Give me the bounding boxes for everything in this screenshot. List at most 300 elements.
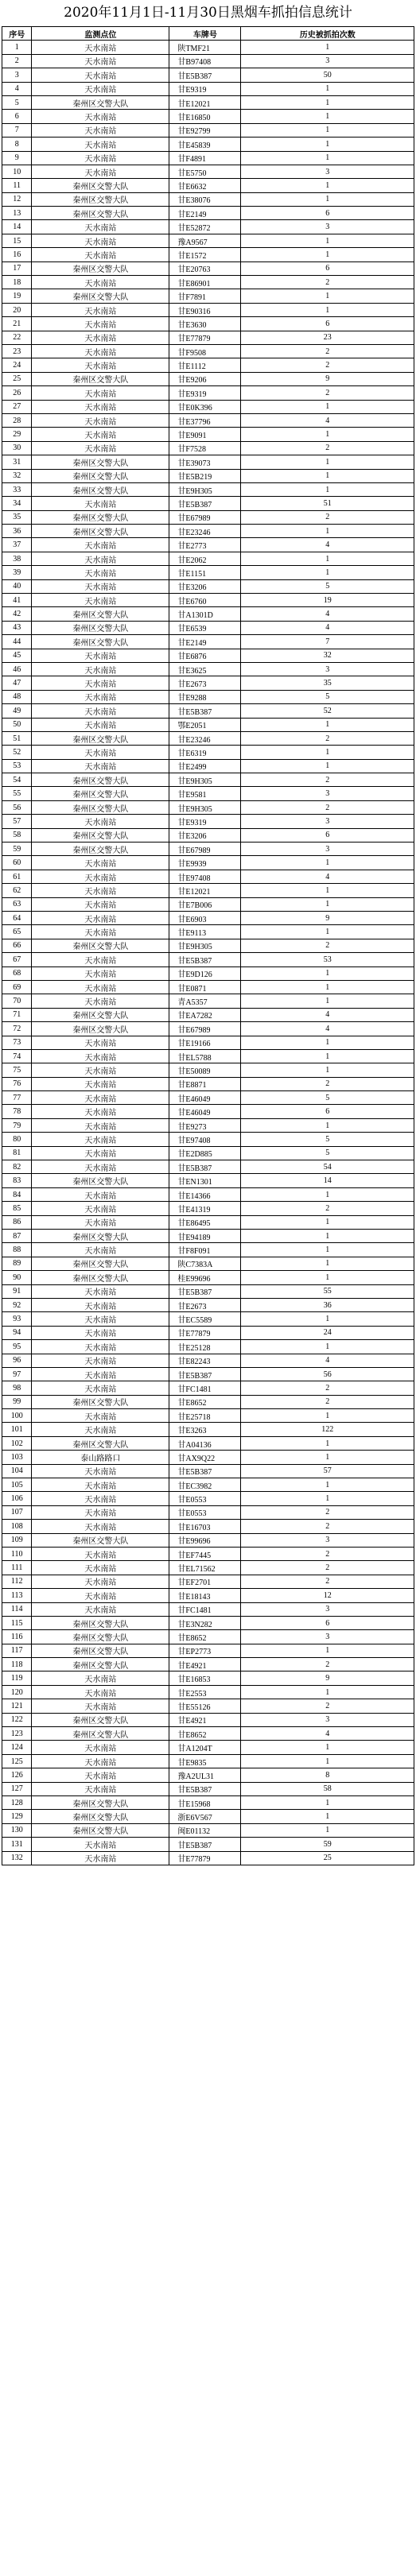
row-index: 81 [2, 1146, 32, 1160]
table-row [2, 787, 414, 800]
row-count: 6 [241, 317, 414, 331]
row-count: 1 [241, 400, 414, 413]
row-count: 1 [241, 897, 414, 911]
row-plate: 甘E6319 [169, 746, 241, 759]
row-count: 3 [241, 220, 414, 234]
row-location: 天水南站 [32, 1699, 169, 1713]
row-plate: 甘E0553 [169, 1492, 241, 1505]
row-count: 1 [241, 1741, 414, 1754]
row-index: 121 [2, 1699, 32, 1713]
row-count: 1 [241, 884, 414, 897]
row-index: 114 [2, 1602, 32, 1616]
row-plate: 甘E77879 [169, 1851, 241, 1865]
row-plate: 甘E5B387 [169, 1782, 241, 1795]
row-count: 3 [241, 1602, 414, 1616]
row-count: 24 [241, 1326, 414, 1339]
row-count: 32 [241, 649, 414, 662]
row-count: 1 [241, 1257, 414, 1270]
row-location: 秦州区交警大队 [32, 731, 169, 745]
row-plate: 甘EA7282 [169, 1008, 241, 1021]
row-location: 天水南站 [32, 579, 169, 593]
row-location: 天水南站 [32, 138, 169, 151]
row-index: 9 [2, 151, 32, 165]
row-index: 22 [2, 331, 32, 344]
row-index: 45 [2, 649, 32, 662]
row-index: 84 [2, 1187, 32, 1201]
table-row [2, 1354, 414, 1367]
row-plate: 甘EP2773 [169, 1644, 241, 1657]
row-count: 3 [241, 1713, 414, 1726]
row-location: 天水南站 [32, 1492, 169, 1505]
row-plate: 甘E9H305 [169, 800, 241, 814]
row-count: 1 [241, 179, 414, 192]
row-count: 1 [241, 1340, 414, 1354]
row-index: 116 [2, 1630, 32, 1644]
row-location: 天水南站 [32, 538, 169, 552]
row-location: 秦州区交警大队 [32, 455, 169, 469]
row-count: 1 [241, 856, 414, 870]
table-row [2, 1838, 414, 1851]
row-count: 3 [241, 815, 414, 828]
row-index: 77 [2, 1091, 32, 1105]
row-index: 18 [2, 276, 32, 289]
row-index: 117 [2, 1644, 32, 1657]
row-index: 128 [2, 1796, 32, 1810]
row-location: 天水南站 [32, 1602, 169, 1616]
row-plate: 甘E77879 [169, 1326, 241, 1339]
row-count: 53 [241, 953, 414, 966]
row-count: 4 [241, 1354, 414, 1367]
table-row [2, 441, 414, 455]
row-plate: 豫A2UL31 [169, 1768, 241, 1782]
row-count: 1 [241, 994, 414, 1008]
row-count: 5 [241, 1146, 414, 1160]
row-count: 1 [241, 759, 414, 773]
table-row [2, 1658, 414, 1671]
row-index: 113 [2, 1589, 32, 1602]
row-plate: 甘E55126 [169, 1699, 241, 1713]
row-location: 天水南站 [32, 1340, 169, 1354]
row-index: 43 [2, 621, 32, 634]
row-plate: 甘E8652 [169, 1727, 241, 1741]
table-row [2, 1741, 414, 1754]
row-plate: 甘E15968 [169, 1796, 241, 1810]
row-location: 秦州区交警大队 [32, 1533, 169, 1547]
row-location: 天水南站 [32, 123, 169, 137]
table-row [2, 856, 414, 870]
row-location: 天水南站 [32, 428, 169, 441]
row-plate: 甘FC1481 [169, 1602, 241, 1616]
table-row [2, 552, 414, 565]
table-row [2, 1492, 414, 1505]
row-index: 17 [2, 261, 32, 275]
table-row [2, 870, 414, 883]
row-index: 36 [2, 525, 32, 538]
row-plate: 甘E2149 [169, 635, 241, 649]
row-count: 1 [241, 552, 414, 565]
row-count: 1 [241, 1118, 414, 1132]
row-plate: 甘E92799 [169, 123, 241, 137]
row-index: 67 [2, 953, 32, 966]
row-plate: 甘E41319 [169, 1202, 241, 1215]
row-index: 99 [2, 1395, 32, 1408]
row-location: 天水南站 [32, 953, 169, 966]
row-location: 秦州区交警大队 [32, 510, 169, 524]
row-location: 秦州区交警大队 [32, 787, 169, 800]
row-location: 秦州区交警大队 [32, 800, 169, 814]
row-count: 56 [241, 1367, 414, 1381]
table-row [2, 1589, 414, 1602]
table-row [2, 925, 414, 939]
table-row [2, 400, 414, 413]
row-location: 天水南站 [32, 690, 169, 703]
row-plate: 甘E4921 [169, 1658, 241, 1671]
row-index: 80 [2, 1133, 32, 1146]
row-count: 1 [241, 1215, 414, 1229]
row-location: 天水南站 [32, 1768, 169, 1782]
row-index: 59 [2, 843, 32, 856]
row-plate: 甘E9H305 [169, 939, 241, 952]
table-row [2, 248, 414, 261]
row-plate: 甘E46049 [169, 1091, 241, 1105]
row-plate: 甘F9508 [169, 344, 241, 358]
row-location: 天水南站 [32, 41, 169, 54]
row-count: 4 [241, 1727, 414, 1741]
row-count: 2 [241, 276, 414, 289]
row-count: 1 [241, 455, 414, 469]
row-count: 9 [241, 372, 414, 385]
row-plate: 甘E9113 [169, 925, 241, 939]
row-index: 100 [2, 1409, 32, 1423]
table-row [2, 704, 414, 718]
table-row [2, 994, 414, 1008]
row-plate: 甘E1151 [169, 566, 241, 579]
row-location: 天水南站 [32, 566, 169, 579]
row-location: 天水南站 [32, 1367, 169, 1381]
table-row [2, 1215, 414, 1229]
row-location: 秦州区交警大队 [32, 469, 169, 482]
row-count: 55 [241, 1284, 414, 1298]
row-location: 天水南站 [32, 110, 169, 123]
table-row [2, 566, 414, 579]
row-count: 2 [241, 510, 414, 524]
table-row [2, 594, 414, 607]
table-row [2, 538, 414, 552]
row-count: 25 [241, 1851, 414, 1865]
row-count: 1 [241, 1312, 414, 1326]
table-row [2, 1782, 414, 1795]
row-index: 21 [2, 317, 32, 331]
row-count: 1 [241, 41, 414, 54]
row-plate: 甘E3263 [169, 1423, 241, 1436]
row-count: 1 [241, 1229, 414, 1242]
row-location: 秦州区交警大队 [32, 773, 169, 787]
row-plate: 陕C7383A [169, 1257, 241, 1270]
row-index: 98 [2, 1381, 32, 1395]
table-row [2, 123, 414, 137]
row-location: 天水南站 [32, 649, 169, 662]
row-count: 1 [241, 1271, 414, 1284]
row-location: 天水南站 [32, 151, 169, 165]
row-count: 4 [241, 870, 414, 883]
row-count: 2 [241, 358, 414, 372]
row-count: 1 [241, 1796, 414, 1810]
row-plate: 甘F4891 [169, 151, 241, 165]
row-index: 39 [2, 566, 32, 579]
row-plate: 甘A04136 [169, 1436, 241, 1450]
table-row [2, 1754, 414, 1768]
row-plate: 甘AX9Q22 [169, 1451, 241, 1464]
row-location: 天水南站 [32, 344, 169, 358]
row-index: 89 [2, 1257, 32, 1270]
row-plate: 甘E14366 [169, 1187, 241, 1201]
row-location: 天水南站 [32, 1782, 169, 1795]
row-location: 天水南站 [32, 994, 169, 1008]
row-count: 6 [241, 1105, 414, 1118]
row-index: 58 [2, 828, 32, 842]
table-row [2, 95, 414, 109]
row-location: 天水南站 [32, 1685, 169, 1699]
row-index: 103 [2, 1451, 32, 1464]
row-index: 51 [2, 731, 32, 745]
row-plate: 甘E12021 [169, 884, 241, 897]
row-index: 34 [2, 497, 32, 510]
table-row [2, 1257, 414, 1270]
table-row [2, 1105, 414, 1118]
row-index: 19 [2, 289, 32, 303]
row-index: 83 [2, 1174, 32, 1187]
row-count: 35 [241, 676, 414, 690]
row-location: 秦州区交警大队 [32, 1823, 169, 1837]
row-location: 天水南站 [32, 897, 169, 911]
row-location: 天水南站 [32, 718, 169, 731]
row-location: 秦州区交警大队 [32, 289, 169, 303]
table-row [2, 510, 414, 524]
row-plate: 甘EC5589 [169, 1312, 241, 1326]
row-index: 118 [2, 1658, 32, 1671]
row-location: 天水南站 [32, 220, 169, 234]
row-count: 4 [241, 413, 414, 427]
row-index: 104 [2, 1464, 32, 1478]
table-row [2, 1077, 414, 1090]
table-row [2, 1630, 414, 1644]
row-index: 8 [2, 138, 32, 151]
row-location: 天水南站 [32, 1547, 169, 1560]
row-index: 53 [2, 759, 32, 773]
table-row [2, 289, 414, 303]
table-row [2, 1768, 414, 1782]
row-plate: 甘E6876 [169, 649, 241, 662]
table-row [2, 1036, 414, 1049]
table-row [2, 138, 414, 151]
row-count: 1 [241, 110, 414, 123]
table-row [2, 1160, 414, 1174]
row-location: 秦州区交警大队 [32, 635, 169, 649]
row-count: 5 [241, 579, 414, 593]
row-count: 1 [241, 1823, 414, 1837]
page-title: 2020年11月1日-11月30日黑烟车抓拍信息统计 [64, 5, 352, 21]
row-index: 48 [2, 690, 32, 703]
table-row [2, 718, 414, 731]
table-row [2, 1436, 414, 1450]
row-count: 8 [241, 1768, 414, 1782]
row-index: 85 [2, 1202, 32, 1215]
row-location: 天水南站 [32, 912, 169, 925]
header-location: 监测点位 [32, 27, 169, 41]
header-plate: 车牌号 [169, 27, 241, 41]
row-index: 122 [2, 1713, 32, 1726]
row-location: 天水南站 [32, 1409, 169, 1423]
row-location: 秦州区交警大队 [32, 843, 169, 856]
row-plate: 甘E99696 [169, 1533, 241, 1547]
row-plate: 甘E4921 [169, 1713, 241, 1726]
row-location: 天水南站 [32, 1354, 169, 1367]
row-plate: 鄂E2051 [169, 718, 241, 731]
table-row [2, 1823, 414, 1837]
table-row [2, 980, 414, 994]
row-count: 6 [241, 207, 414, 220]
row-location: 天水南站 [32, 1146, 169, 1160]
row-plate: 甘E97408 [169, 870, 241, 883]
row-plate: 甘E5B387 [169, 68, 241, 82]
row-count: 50 [241, 68, 414, 82]
row-location: 天水南站 [32, 1243, 169, 1257]
row-plate: 甘E5B387 [169, 1838, 241, 1851]
row-count: 1 [241, 289, 414, 303]
row-plate: 甘E5B387 [169, 704, 241, 718]
row-count: 52 [241, 704, 414, 718]
row-plate: 甘E5B387 [169, 953, 241, 966]
row-plate: 甘E9D126 [169, 966, 241, 980]
row-location: 天水南站 [32, 331, 169, 344]
row-location: 天水南站 [32, 662, 169, 676]
row-plate: 甘EF2701 [169, 1575, 241, 1588]
row-plate: 甘E6632 [169, 179, 241, 192]
row-location: 天水南站 [32, 870, 169, 883]
row-plate: 浙E6V567 [169, 1810, 241, 1823]
row-count: 1 [241, 1049, 414, 1063]
row-location: 天水南站 [32, 1036, 169, 1049]
row-count: 58 [241, 1782, 414, 1795]
row-location: 天水南站 [32, 1105, 169, 1118]
table-row [2, 1312, 414, 1326]
row-count: 1 [241, 1036, 414, 1049]
row-index: 41 [2, 594, 32, 607]
row-location: 天水南站 [32, 165, 169, 178]
table-row [2, 746, 414, 759]
table-row [2, 331, 414, 344]
row-count: 1 [241, 1478, 414, 1492]
row-count: 2 [241, 1505, 414, 1519]
row-index: 101 [2, 1423, 32, 1436]
table-row [2, 179, 414, 192]
table-row [2, 1713, 414, 1726]
row-location: 天水南站 [32, 594, 169, 607]
row-plate: 甘E5B387 [169, 1284, 241, 1298]
row-plate: 甘E25128 [169, 1340, 241, 1354]
row-plate: 甘E9581 [169, 787, 241, 800]
row-count: 2 [241, 1395, 414, 1408]
row-index: 108 [2, 1520, 32, 1533]
row-plate: 甘A1204T [169, 1741, 241, 1754]
row-count: 1 [241, 192, 414, 206]
row-location: 天水南站 [32, 980, 169, 994]
row-plate: 甘E16850 [169, 110, 241, 123]
row-location: 秦州区交警大队 [32, 261, 169, 275]
row-plate: 甘EL5788 [169, 1049, 241, 1063]
table-row [2, 579, 414, 593]
row-index: 14 [2, 220, 32, 234]
table-row [2, 1699, 414, 1713]
row-location: 天水南站 [32, 68, 169, 82]
row-location: 天水南站 [32, 884, 169, 897]
table-row [2, 662, 414, 676]
row-location: 秦州区交警大队 [32, 828, 169, 842]
row-plate: 甘E8652 [169, 1630, 241, 1644]
row-plate: 甘E12021 [169, 95, 241, 109]
row-index: 27 [2, 400, 32, 413]
table-row [2, 1561, 414, 1575]
row-index: 11 [2, 179, 32, 192]
row-plate: 甘E8871 [169, 1077, 241, 1090]
row-count: 2 [241, 441, 414, 455]
table-row [2, 828, 414, 842]
row-index: 124 [2, 1741, 32, 1754]
row-plate: 豫A9567 [169, 234, 241, 247]
row-location: 天水南站 [32, 1133, 169, 1146]
row-count: 2 [241, 1561, 414, 1575]
table-row [2, 1146, 414, 1160]
row-location: 天水南站 [32, 1063, 169, 1077]
row-count: 4 [241, 1008, 414, 1021]
row-location: 天水南站 [32, 54, 169, 68]
table-row [2, 1671, 414, 1685]
row-index: 86 [2, 1215, 32, 1229]
row-location: 秦州区交警大队 [32, 1271, 169, 1284]
row-count: 2 [241, 1658, 414, 1671]
row-index: 73 [2, 1036, 32, 1049]
row-plate: 甘E6539 [169, 621, 241, 634]
row-count: 7 [241, 635, 414, 649]
table-row [2, 1547, 414, 1560]
row-index: 35 [2, 510, 32, 524]
row-index: 112 [2, 1575, 32, 1588]
row-index: 56 [2, 800, 32, 814]
row-location: 天水南站 [32, 1589, 169, 1602]
row-count: 6 [241, 1616, 414, 1629]
row-plate: 甘E67989 [169, 510, 241, 524]
row-plate: 甘E38076 [169, 192, 241, 206]
row-location: 天水南站 [32, 1160, 169, 1174]
row-count: 3 [241, 165, 414, 178]
row-count: 1 [241, 1492, 414, 1505]
table-row [2, 1229, 414, 1242]
row-index: 70 [2, 994, 32, 1008]
table-row [2, 1284, 414, 1298]
row-location: 秦州区交警大队 [32, 607, 169, 621]
row-location: 天水南站 [32, 1091, 169, 1105]
row-location: 天水南站 [32, 925, 169, 939]
table-row [2, 1187, 414, 1201]
row-count: 6 [241, 828, 414, 842]
row-plate: 甘E9H305 [169, 482, 241, 496]
row-plate: 甘E2553 [169, 1685, 241, 1699]
table-row [2, 276, 414, 289]
row-location: 天水南站 [32, 317, 169, 331]
row-plate: 甘E1572 [169, 248, 241, 261]
row-index: 66 [2, 939, 32, 952]
table-row [2, 621, 414, 634]
